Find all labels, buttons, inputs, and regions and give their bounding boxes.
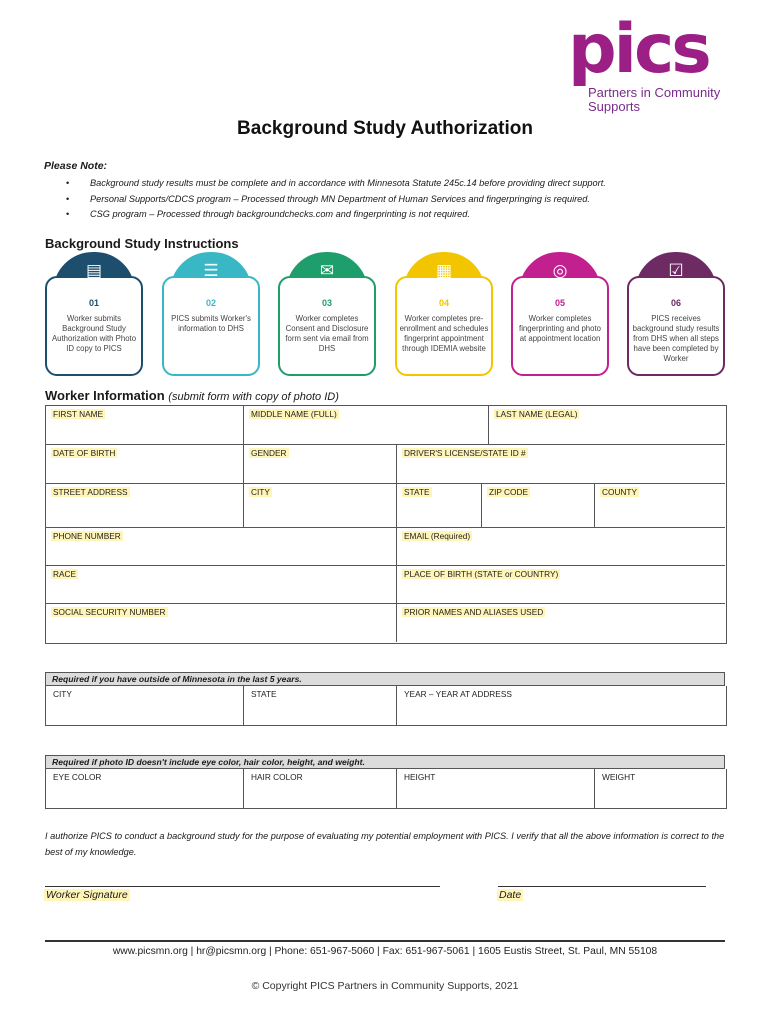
document-icon: ☰ (203, 261, 219, 280)
state-label: STATE (404, 487, 430, 497)
worker-info-heading (45, 388, 339, 403)
state-field[interactable] (397, 484, 482, 528)
license-label: DRIVER'S LICENSE/STATE ID # (404, 448, 526, 458)
city-label: CITY (251, 487, 270, 497)
ssn-field[interactable] (46, 604, 397, 642)
email-label: EMAIL (Required) (404, 531, 471, 541)
street-label: STREET ADDRESS (53, 487, 128, 497)
middle-name-field[interactable] (244, 406, 489, 445)
step-03 (278, 252, 376, 374)
ssn-label: SOCIAL SECURITY NUMBER (53, 607, 166, 617)
street-address-field[interactable] (46, 484, 244, 528)
step-text: PICS receives background study results from DHS when all steps have been completed by Worker (632, 314, 720, 363)
signature-line[interactable] (45, 886, 440, 887)
id-card-icon: ▤ (85, 261, 103, 280)
footer-divider (45, 940, 725, 942)
fingerprint-icon: ◎ (552, 261, 568, 280)
race-field[interactable] (46, 566, 397, 604)
pics-logo (568, 10, 728, 116)
last-name-field[interactable] (489, 406, 725, 445)
checklist-icon: ☑ (668, 261, 684, 280)
city-field[interactable] (244, 484, 397, 528)
outside-years-field[interactable] (397, 686, 725, 725)
step-01 (45, 252, 143, 374)
phone-field[interactable] (46, 528, 397, 566)
envelope-icon: ✉ (319, 261, 335, 280)
dob-label: DATE OF BIRTH (53, 448, 116, 458)
race-label: RACE (53, 569, 77, 579)
note-item: • Background study results must be complete and in accordance with Minnesota Statute 245c.14 before providing direct support. (62, 176, 606, 192)
signature-label: Worker Signature (46, 889, 128, 901)
step-number: 06 (670, 298, 681, 308)
outside-city-label: CITY (53, 689, 72, 699)
calendar-icon: ▦ (435, 261, 453, 280)
gender-field[interactable] (244, 445, 397, 484)
worker-heading-text: Worker Information (45, 388, 165, 403)
note-heading: Please Note: (44, 160, 108, 172)
step-text: PICS submits Worker's information to DHS (171, 314, 251, 333)
gender-label: GENDER (251, 448, 287, 458)
outside-mn-form (45, 686, 727, 726)
first-name-field[interactable] (46, 406, 244, 445)
eye-color-label: EYE COLOR (53, 772, 102, 782)
note-item: • CSG program – Processed through backgroundchecks.com and fingerprinting is not required. (62, 207, 606, 223)
outside-city-field[interactable] (46, 686, 244, 725)
middle-name-label: MIDDLE NAME (FULL) (251, 409, 337, 419)
zip-label: ZIP CODE (489, 487, 529, 497)
step-04 (395, 252, 493, 374)
weight-label: WEIGHT (602, 772, 636, 782)
step-text: Worker completes fingerprinting and photo at appointment location (519, 314, 601, 343)
step-02 (162, 252, 260, 374)
eye-color-field[interactable] (46, 769, 244, 808)
outside-mn-heading: Required if you have outside of Minnesota in the last 5 years. (45, 672, 725, 686)
step-text: Worker submits Background Study Authorization with Photo ID copy to PICS (51, 314, 137, 353)
dob-field[interactable] (46, 445, 244, 484)
page-title: Background Study Authorization (237, 118, 533, 139)
step-number: 05 (554, 298, 565, 308)
step-text: Worker completes pre-enrollment and schedules fingerprint appointment through IDEMIA website (399, 314, 489, 353)
first-name-label: FIRST NAME (53, 409, 104, 419)
zip-field[interactable] (482, 484, 595, 528)
worker-subheading: (submit form with copy of photo ID) (168, 391, 339, 403)
step-number: 01 (88, 298, 99, 308)
prior-names-label: PRIOR NAMES AND ALIASES USED (404, 607, 544, 617)
county-label: COUNTY (602, 487, 638, 497)
logo-wordmark: pics (568, 10, 709, 89)
license-field[interactable] (397, 445, 725, 484)
height-label: HEIGHT (404, 772, 436, 782)
outside-years-label: YEAR – YEAR AT ADDRESS (404, 689, 512, 699)
worker-info-form (45, 405, 727, 644)
copyright: © Copyright PICS Partners in Community Supports, 2021 (251, 980, 519, 992)
logo-tagline: Partners in Community Supports (588, 85, 721, 114)
date-label: Date (499, 889, 522, 901)
notes-list (62, 176, 606, 223)
last-name-label: LAST NAME (LEGAL) (496, 409, 578, 419)
authorization-statement: I authorize PICS to conduct a background study for the purpose of evaluating my potential employment with PICS. I verify that all the above information is correct to the best of my knowledge. (45, 831, 725, 857)
hair-color-label: HAIR COLOR (251, 772, 303, 782)
place-of-birth-field[interactable] (397, 566, 725, 604)
step-number: 02 (205, 298, 216, 308)
phone-label: PHONE NUMBER (53, 531, 121, 541)
county-field[interactable] (595, 484, 725, 528)
step-number: 03 (321, 298, 332, 308)
hair-color-field[interactable] (244, 769, 397, 808)
note-item: • Personal Supports/CDCS program – Processed through MN Department of Human Services and fingerpringing is required. (62, 192, 606, 208)
photo-id-form (45, 769, 727, 809)
step-05 (511, 252, 609, 374)
instructions-heading: Background Study Instructions (45, 236, 239, 251)
photo-id-heading: Required if photo ID doesn't include eye color, hair color, height, and weight. (45, 755, 725, 769)
height-field[interactable] (397, 769, 595, 808)
prior-names-field[interactable] (397, 604, 725, 642)
step-text: Worker completes Consent and Disclosure form sent via email from DHS (285, 314, 369, 353)
email-field[interactable] (397, 528, 725, 566)
pob-label: PLACE OF BIRTH (STATE or COUNTRY) (404, 569, 559, 579)
date-line[interactable] (498, 886, 706, 887)
step-number: 04 (438, 298, 449, 308)
weight-field[interactable] (595, 769, 725, 808)
step-06 (627, 252, 725, 374)
outside-state-field[interactable] (244, 686, 397, 725)
outside-state-label: STATE (251, 689, 277, 699)
footer-contact: www.picsmn.org | hr@picsmn.org | Phone: 651-967-5060 | Fax: 651-967-5061 | 1605 Eustis Street, St. Paul, MN 55108 (112, 946, 658, 957)
